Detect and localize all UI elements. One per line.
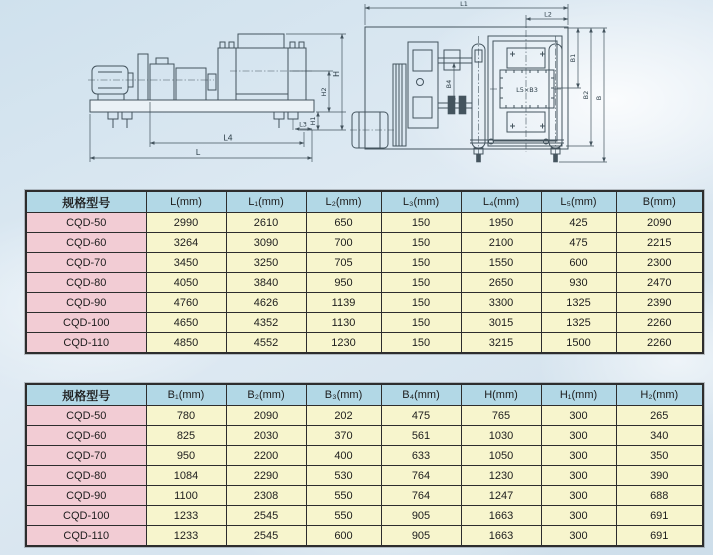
dimension-column-header: H₁(mm) <box>541 384 616 406</box>
value-cell: 300 <box>541 526 616 547</box>
value-cell: 4552 <box>226 333 306 354</box>
value-cell: 400 <box>306 446 381 466</box>
value-cell: 4760 <box>146 293 226 313</box>
value-cell: 1550 <box>461 253 541 273</box>
value-cell: 300 <box>541 406 616 426</box>
value-cell: 705 <box>306 253 381 273</box>
gearbox <box>408 42 438 128</box>
table-row <box>26 293 703 313</box>
dim-label-H: H <box>332 70 341 78</box>
value-cell: 3015 <box>461 313 541 333</box>
table-row <box>26 233 703 253</box>
dimension-column-header: L₅(mm) <box>541 191 616 213</box>
value-cell: 2390 <box>616 293 703 313</box>
table-row <box>26 426 703 446</box>
value-cell: 3450 <box>146 253 226 273</box>
table-row <box>26 526 703 547</box>
value-cell: 1233 <box>146 526 226 547</box>
value-cell: 1030 <box>461 426 541 446</box>
plan-view-diagram <box>350 0 615 178</box>
dim-label-L3: L3 <box>299 120 307 129</box>
value-cell: 2990 <box>146 213 226 233</box>
opening-size-label: L5×B3 <box>516 86 538 94</box>
value-cell: 1663 <box>461 526 541 547</box>
value-cell: 300 <box>541 506 616 526</box>
dim-label-H1: H1 <box>309 116 317 126</box>
model-cell: CQD-60 <box>26 426 146 446</box>
value-cell: 700 <box>306 233 381 253</box>
header-row <box>26 384 703 406</box>
value-cell: 2470 <box>616 273 703 293</box>
value-cell: 4352 <box>226 313 306 333</box>
model-cell: CQD-70 <box>26 253 146 273</box>
value-cell: 1663 <box>461 506 541 526</box>
value-cell: 905 <box>381 526 461 547</box>
value-cell: 3300 <box>461 293 541 313</box>
dimension-column-header: H₂(mm) <box>616 384 703 406</box>
model-cell: CQD-50 <box>26 213 146 233</box>
table-row <box>26 213 703 233</box>
dim-label-B1: B1 <box>569 53 577 63</box>
value-cell: 2610 <box>226 213 306 233</box>
dim-label-B4: B4 <box>445 79 453 89</box>
value-cell: 475 <box>381 406 461 426</box>
value-cell: 150 <box>381 293 461 313</box>
value-cell: 691 <box>616 526 703 547</box>
value-cell: 390 <box>616 466 703 486</box>
value-cell: 202 <box>306 406 381 426</box>
value-cell: 2200 <box>226 446 306 466</box>
header-row <box>26 191 703 213</box>
table-row <box>26 313 703 333</box>
value-cell: 600 <box>306 526 381 547</box>
table-row <box>26 446 703 466</box>
value-cell: 550 <box>306 506 381 526</box>
model-column-header: 规格型号 <box>26 191 146 213</box>
value-cell: 1500 <box>541 333 616 354</box>
model-cell: CQD-80 <box>26 273 146 293</box>
value-cell: 150 <box>381 313 461 333</box>
model-cell: CQD-70 <box>26 446 146 466</box>
dimension-lines <box>365 0 607 162</box>
value-cell: 2215 <box>616 233 703 253</box>
value-cell: 2300 <box>616 253 703 273</box>
coupling <box>208 74 216 90</box>
value-cell: 688 <box>616 486 703 506</box>
value-cell: 765 <box>461 406 541 426</box>
value-cell: 150 <box>381 273 461 293</box>
value-cell: 550 <box>306 486 381 506</box>
model-column-header: 规格型号 <box>26 384 146 406</box>
value-cell: 930 <box>541 273 616 293</box>
value-cell: 1084 <box>146 466 226 486</box>
value-cell: 2030 <box>226 426 306 446</box>
value-cell: 1950 <box>461 213 541 233</box>
side-view-diagram <box>52 12 352 172</box>
pulley-stack <box>393 64 406 146</box>
model-cell: CQD-60 <box>26 233 146 253</box>
table-row <box>26 406 703 426</box>
value-cell: 1139 <box>306 293 381 313</box>
dimension-column-header: B₄(mm) <box>381 384 461 406</box>
left-stand <box>472 36 485 154</box>
value-cell: 370 <box>306 426 381 446</box>
feet <box>474 148 560 162</box>
table-row <box>26 506 703 526</box>
value-cell: 150 <box>381 333 461 354</box>
model-cell: CQD-50 <box>26 406 146 426</box>
value-cell: 1100 <box>146 486 226 506</box>
dimension-column-header: L(mm) <box>146 191 226 213</box>
reducer <box>176 68 206 100</box>
value-cell: 950 <box>306 273 381 293</box>
dimension-column-header: L₂(mm) <box>306 191 381 213</box>
value-cell: 300 <box>541 426 616 446</box>
value-cell: 4050 <box>146 273 226 293</box>
mill-frame <box>488 30 562 152</box>
value-cell: 350 <box>616 446 703 466</box>
table-row <box>26 486 703 506</box>
value-cell: 2090 <box>226 406 306 426</box>
value-cell: 1233 <box>146 506 226 526</box>
model-cell: CQD-110 <box>26 526 146 547</box>
value-cell: 2545 <box>226 526 306 547</box>
dimension-column-header: B₂(mm) <box>226 384 306 406</box>
value-cell: 340 <box>616 426 703 446</box>
value-cell: 1325 <box>541 313 616 333</box>
value-cell: 3250 <box>226 253 306 273</box>
spec-table-widths-heights <box>25 383 704 547</box>
value-cell: 150 <box>381 233 461 253</box>
dim-label-B: B <box>595 95 603 101</box>
value-cell: 425 <box>541 213 616 233</box>
value-cell: 3264 <box>146 233 226 253</box>
value-cell: 1230 <box>461 466 541 486</box>
stand <box>138 54 148 100</box>
value-cell: 265 <box>616 406 703 426</box>
dimension-column-header: L₁(mm) <box>226 191 306 213</box>
dim-label-L4: L4 <box>223 133 233 143</box>
value-cell: 825 <box>146 426 226 446</box>
value-cell: 2100 <box>461 233 541 253</box>
value-cell: 600 <box>541 253 616 273</box>
dim-label-L2: L2 <box>544 10 552 19</box>
dimension-column-header: L₃(mm) <box>381 191 461 213</box>
value-cell: 1230 <box>306 333 381 354</box>
value-cell: 4850 <box>146 333 226 354</box>
value-cell: 530 <box>306 466 381 486</box>
value-cell: 633 <box>381 446 461 466</box>
value-cell: 1050 <box>461 446 541 466</box>
value-cell: 2290 <box>226 466 306 486</box>
table-row <box>26 253 703 273</box>
value-cell: 950 <box>146 446 226 466</box>
table-row <box>26 273 703 293</box>
motor <box>92 66 133 100</box>
value-cell: 650 <box>306 213 381 233</box>
value-cell: 2090 <box>616 213 703 233</box>
value-cell: 150 <box>381 253 461 273</box>
value-cell: 300 <box>541 446 616 466</box>
value-cell: 2545 <box>226 506 306 526</box>
bearing-housing <box>150 58 174 100</box>
value-cell: 691 <box>616 506 703 526</box>
model-cell: CQD-100 <box>26 506 146 526</box>
bedplate <box>90 100 314 130</box>
dim-label-H2: H2 <box>320 87 328 97</box>
model-cell: CQD-110 <box>26 333 146 354</box>
value-cell: 764 <box>381 486 461 506</box>
table-row <box>26 333 703 354</box>
dimension-column-header: L₄(mm) <box>461 191 541 213</box>
value-cell: 2260 <box>616 313 703 333</box>
value-cell: 2650 <box>461 273 541 293</box>
model-cell: CQD-100 <box>26 313 146 333</box>
value-cell: 1325 <box>541 293 616 313</box>
value-cell: 3090 <box>226 233 306 253</box>
dim-label-L: L <box>195 148 201 157</box>
right-stand <box>549 36 562 154</box>
value-cell: 4650 <box>146 313 226 333</box>
value-cell: 1130 <box>306 313 381 333</box>
dimension-column-header: H(mm) <box>461 384 541 406</box>
shafts <box>438 50 472 114</box>
value-cell: 780 <box>146 406 226 426</box>
value-cell: 300 <box>541 486 616 506</box>
value-cell: 3840 <box>226 273 306 293</box>
dimension-column-header: B(mm) <box>616 191 703 213</box>
model-cell: CQD-90 <box>26 293 146 313</box>
dimension-column-header: B₁(mm) <box>146 384 226 406</box>
value-cell: 2260 <box>616 333 703 354</box>
roll-mill <box>218 34 306 100</box>
model-cell: CQD-80 <box>26 466 146 486</box>
value-cell: 150 <box>381 213 461 233</box>
motor-plan <box>350 112 394 148</box>
value-cell: 905 <box>381 506 461 526</box>
value-cell: 300 <box>541 466 616 486</box>
table-row <box>26 466 703 486</box>
value-cell: 2308 <box>226 486 306 506</box>
dim-label-L1: L1 <box>460 0 468 8</box>
value-cell: 3215 <box>461 333 541 354</box>
value-cell: 475 <box>541 233 616 253</box>
value-cell: 764 <box>381 466 461 486</box>
dimension-column-header: B₃(mm) <box>306 384 381 406</box>
spec-table-lengths <box>25 190 704 354</box>
model-cell: CQD-90 <box>26 486 146 506</box>
value-cell: 1247 <box>461 486 541 506</box>
value-cell: 561 <box>381 426 461 446</box>
value-cell: 4626 <box>226 293 306 313</box>
dim-label-B2: B2 <box>582 90 590 100</box>
